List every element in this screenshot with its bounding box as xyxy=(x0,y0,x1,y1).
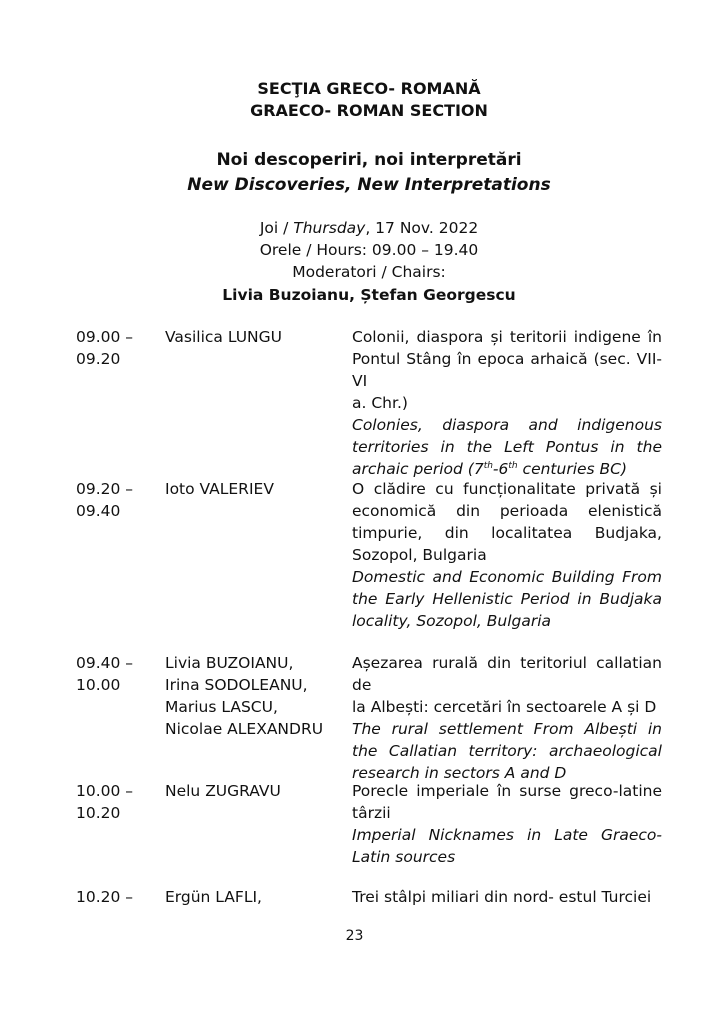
time-start: 10.20 – xyxy=(76,888,134,906)
title-en-line: territories in the Left Pontus in the xyxy=(352,438,662,456)
author: Nelu ZUGRAVU xyxy=(165,782,281,800)
title-ro-line: a. Chr.) xyxy=(352,394,408,412)
session-time xyxy=(76,326,161,370)
title-ro-line: timpurie, din localitatea Budjaka, xyxy=(352,524,662,542)
title-en-part: archaic period (7 xyxy=(352,460,484,478)
time-start: 10.00 – xyxy=(76,782,134,800)
chairs-names xyxy=(76,285,662,306)
title-en-line: Colonies, diaspora and indigenous xyxy=(352,416,662,434)
time-end: 09.40 xyxy=(76,502,121,520)
author: Vasilica LUNGU xyxy=(165,328,282,346)
title-ro-line: Trei stâlpi miliari din nord- estul Turciei xyxy=(352,888,652,906)
session-time xyxy=(76,652,161,696)
title-ro-line: la Albești: cercetări în sectoarele A și D xyxy=(352,698,657,716)
chairs-names-text: Livia Buzoianu, Ștefan Georgescu xyxy=(222,286,516,304)
section-title-ro: SECŢIA GRECO- ROMANĂ xyxy=(257,79,481,98)
title-en-part: centuries BC) xyxy=(517,460,628,478)
session-title xyxy=(352,780,662,868)
title-en-line: Domestic and Economic Building From xyxy=(352,568,662,586)
session-time xyxy=(76,886,161,908)
title-en-line: the Callatian territory: archaeological xyxy=(352,742,662,760)
title-ro-line: economică din perioada elenistică xyxy=(352,502,662,520)
time-end: 10.00 xyxy=(76,676,121,694)
title-en-line xyxy=(352,458,662,480)
theme-title-en-text: New Discoveries, New Interpretations xyxy=(187,175,551,195)
theme-title-ro: Noi descoperiri, noi interpretări xyxy=(216,150,522,170)
title-en-part: -6 xyxy=(492,460,509,478)
session-authors xyxy=(165,326,345,348)
superscript: th xyxy=(483,460,493,471)
date-line xyxy=(76,218,662,239)
title-en-line: locality, Sozopol, Bulgaria xyxy=(352,612,552,630)
theme-title-en xyxy=(76,173,662,198)
time-end: 09.20 xyxy=(76,350,121,368)
title-en-line: research in sectors A and D xyxy=(352,764,567,782)
session-authors xyxy=(165,780,345,802)
session-authors xyxy=(165,478,345,500)
title-en-line: the Early Hellenistic Period in Budjaka xyxy=(352,590,662,608)
session-title xyxy=(352,886,662,908)
author: Ioto VALERIEV xyxy=(165,480,274,498)
session-authors xyxy=(165,886,345,908)
session-time xyxy=(76,780,161,824)
session-title xyxy=(352,652,662,784)
title-ro-line: Așezarea rurală din teritoriul callatian de xyxy=(352,654,662,694)
author: Nicolae ALEXANDRU xyxy=(165,720,324,738)
author: Ergün LAFLI, xyxy=(165,888,262,906)
title-en-line: The rural settlement From Albești in xyxy=(352,720,662,738)
day-en: Thursday xyxy=(293,219,366,237)
title-ro-line: Pontul Stâng în epoca arhaică (sec. VII-VI xyxy=(352,350,662,390)
author: Irina SODOLEANU, xyxy=(165,676,308,694)
author: Marius LASCU, xyxy=(165,698,278,716)
time-end: 10.20 xyxy=(76,804,121,822)
time-start: 09.00 – xyxy=(76,328,134,346)
author: Livia BUZOIANU, xyxy=(165,654,294,672)
title-en-line: Latin sources xyxy=(352,848,456,866)
title-ro-line: Colonii, diaspora și teritorii indigene în xyxy=(352,328,662,346)
title-ro-line: Porecle imperiale în surse greco-latine xyxy=(352,782,662,800)
session-title xyxy=(352,478,662,632)
page-number: 23 xyxy=(345,928,364,944)
chairs-label: Moderatori / Chairs: xyxy=(292,263,446,281)
time-start: 09.40 – xyxy=(76,654,134,672)
title-en-line: Imperial Nicknames in Late Graeco- xyxy=(352,826,662,844)
title-ro-line: O clădire cu funcționalitate privată și xyxy=(352,480,662,498)
time-start: 09.20 – xyxy=(76,480,134,498)
section-title-en: GRAECO- ROMAN SECTION xyxy=(250,101,488,120)
title-ro-line: Sozopol, Bulgaria xyxy=(352,546,487,564)
title-ro-line: târzii xyxy=(352,804,391,822)
session-authors xyxy=(165,652,345,740)
day-ro: Joi / xyxy=(259,219,294,237)
session-time xyxy=(76,478,161,522)
session-title xyxy=(352,326,662,480)
date-value: , 17 Nov. 2022 xyxy=(365,219,479,237)
hours-line: Orele / Hours: 09.00 – 19.40 xyxy=(259,241,479,259)
superscript: th xyxy=(508,460,518,471)
